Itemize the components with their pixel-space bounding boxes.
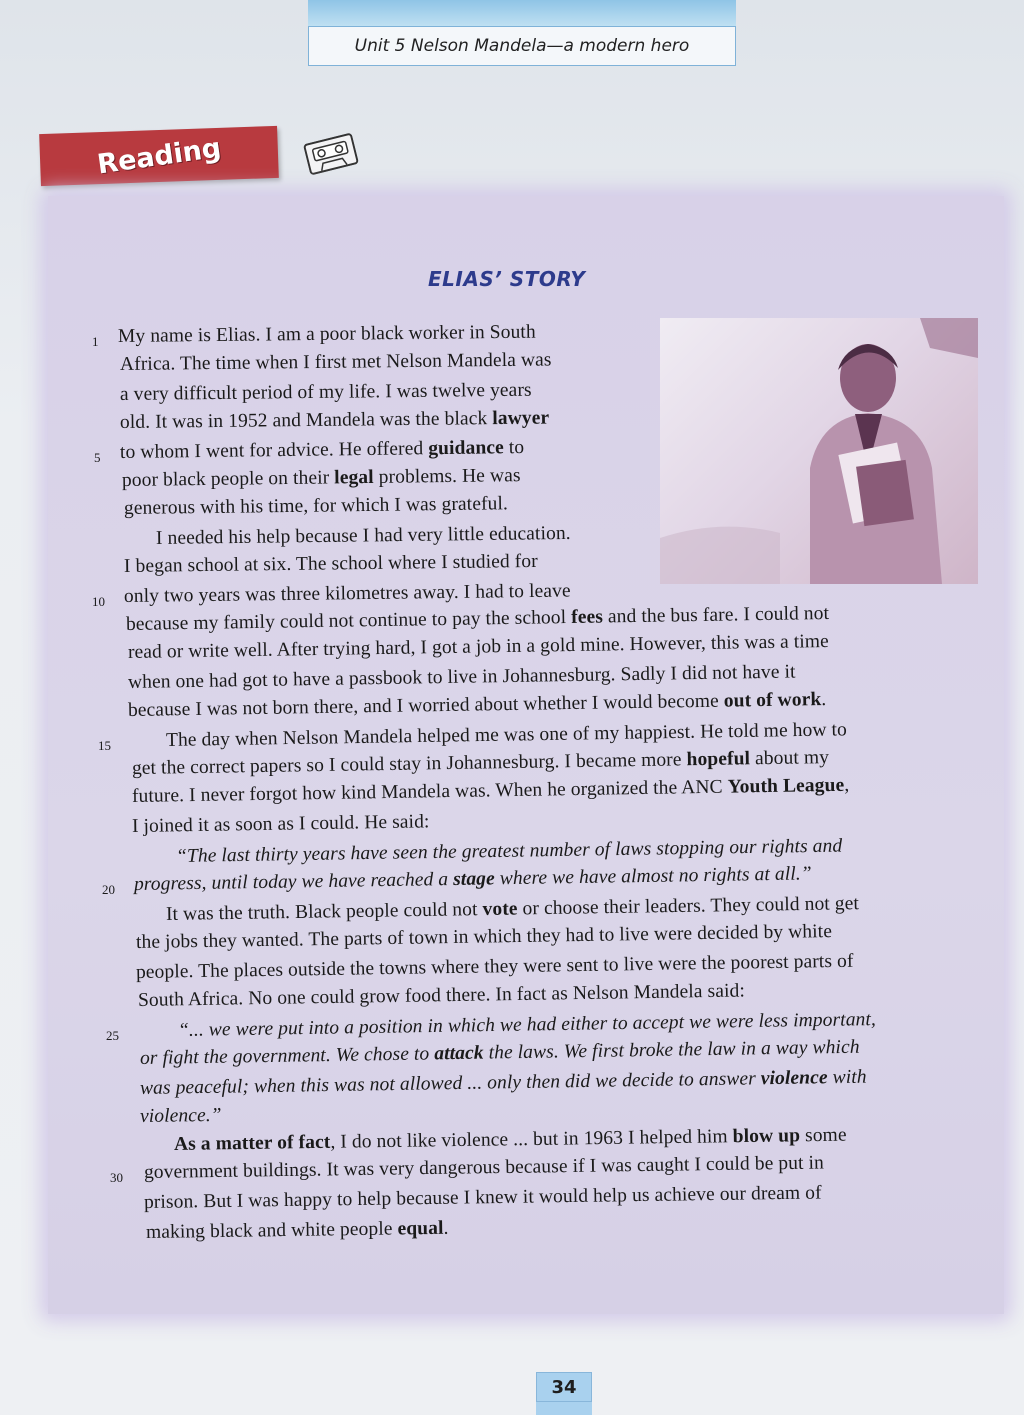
story-text: progress, until today we have reached a [133, 868, 454, 895]
story-text: My name is Elias. I am a poor black worker in South [117, 321, 536, 347]
story-text: “The last thirty years have seen the greatest number of laws stopping our rights and [175, 835, 843, 867]
story-text: old. It was in 1952 and Mandela was the black [119, 408, 493, 433]
story-title: ELIAS’ STORY [428, 267, 586, 291]
story-text: I joined it as soon as I could. He said: [131, 811, 430, 837]
story-line [140, 1105, 222, 1128]
story-line [120, 380, 532, 406]
story-text: to whom I went for advice. He offered [119, 438, 429, 463]
story-text: generous with his time, for which I was grateful. [123, 493, 509, 519]
story-text: the laws. We first broke the law in a way which [483, 1036, 860, 1064]
line-number: 25 [106, 1028, 119, 1043]
story-text: when one had got to have a passbook to live in Johannesburg. Sadly I did not have it [127, 661, 796, 693]
page-number-strip [536, 1402, 592, 1415]
story-text: or fight the government. We chose to [139, 1043, 435, 1069]
mandela-photo [660, 318, 978, 584]
story-line [120, 408, 549, 434]
story-line [120, 349, 552, 376]
story-text: and the bus fare. I could not [602, 602, 830, 628]
unit-header [308, 26, 736, 66]
story-line [146, 1218, 449, 1244]
story-text: or choose their leaders. They could not get [517, 893, 860, 920]
story-text: I needed his help because I had very little education. [155, 522, 571, 549]
story-text: some [799, 1124, 847, 1147]
story-text: South Africa. No one could grow food there. In fact as Nelson Mandela said: [137, 980, 746, 1011]
story-line [118, 322, 536, 348]
vocabulary-word: blow up [732, 1125, 801, 1148]
vocabulary-word: Youth League [727, 774, 845, 798]
story-text: poor black people on their [121, 467, 335, 491]
vocabulary-word: equal [397, 1217, 444, 1240]
vocabulary-word: stage [452, 868, 495, 890]
line-number: 30 [110, 1170, 123, 1185]
story-text: with [827, 1066, 867, 1089]
story-text: problems. He was [373, 465, 521, 488]
story-text: future. I never forgot how kind Mandela was. When he organized the ANC [131, 776, 728, 807]
story-text: “... we were put into a position in which we had either to accept we were less important, [177, 1009, 877, 1041]
story-text: to [503, 437, 525, 459]
line-number: 20 [102, 882, 115, 897]
story-text: . [821, 689, 827, 711]
story-text: I began school at six. The school where I studied for [123, 550, 538, 577]
header-decoration-band [308, 0, 736, 26]
section-label: Reading [95, 131, 223, 181]
story-text: Africa. The time when I first met Nelson Mandela was [119, 349, 552, 375]
story-text: because my family could not continue to pay the school [125, 607, 572, 635]
vocabulary-word: vote [482, 898, 518, 921]
unit-title: Unit 5 Nelson Mandela—a modern hero [354, 36, 690, 56]
story-text: get the correct papers so I could stay in Johannesburg. I became more [131, 749, 687, 779]
story-text: a very difficult period of my life. I was twelve years [119, 379, 532, 405]
mandela-photo-illustration [660, 318, 978, 584]
story-text: was peaceful; when this was not allowed ... only then did we decide to answer [139, 1068, 761, 1099]
vocabulary-word: violence [760, 1067, 828, 1090]
story-text: where we have almost no rights at all.” [494, 863, 812, 890]
reading-banner [39, 126, 279, 186]
story-line [124, 493, 508, 520]
story-text: about my [749, 747, 830, 770]
story-text: , I do not like violence ... but in 1963 I helped him [330, 1126, 733, 1153]
story-text: only two years was three kilometres away. I had to leave [123, 580, 571, 607]
story-line [132, 811, 430, 838]
page-number: 34 [536, 1372, 592, 1402]
story-text: read or write well. After trying hard, I got a job in a gold mine. However, this was a time [127, 630, 829, 663]
story-text: The day when Nelson Mandela helped me was one of my happiest. He told me how to [165, 719, 848, 751]
story-text: It was the truth. Black people could not [165, 899, 483, 925]
line-number: 15 [98, 738, 111, 753]
story-text: government buildings. It was very dangerous because if I was caught I could be put in [143, 1152, 825, 1183]
vocabulary-word: guidance [428, 437, 504, 460]
vocabulary-word: lawyer [492, 407, 550, 430]
story-text: . [443, 1217, 449, 1239]
line-number: 1 [92, 334, 99, 349]
vocabulary-word: As a matter of fact [173, 1131, 331, 1155]
story-text: violence.” [139, 1104, 222, 1127]
vocabulary-word: fees [571, 606, 604, 629]
vocabulary-word: out of work [723, 689, 822, 712]
line-number: 5 [94, 450, 101, 465]
story-text: the jobs they wanted. The parts of town in which they had to live were decided by white [135, 921, 833, 953]
story-text: because I was not born there, and I worried about whether I would become [127, 690, 724, 721]
story-text: , [844, 774, 850, 796]
vocabulary-word: attack [434, 1042, 484, 1065]
story-text: making black and white people [145, 1218, 398, 1243]
vocabulary-word: legal [334, 466, 374, 489]
vocabulary-word: hopeful [686, 748, 751, 771]
story-text: prison. But I was happy to help because I knew it would help us achieve our dream of [143, 1182, 822, 1213]
story-text: people. The places outside the towns where they were sent to live were the poorest parts of [135, 950, 854, 983]
line-number: 10 [92, 594, 105, 609]
